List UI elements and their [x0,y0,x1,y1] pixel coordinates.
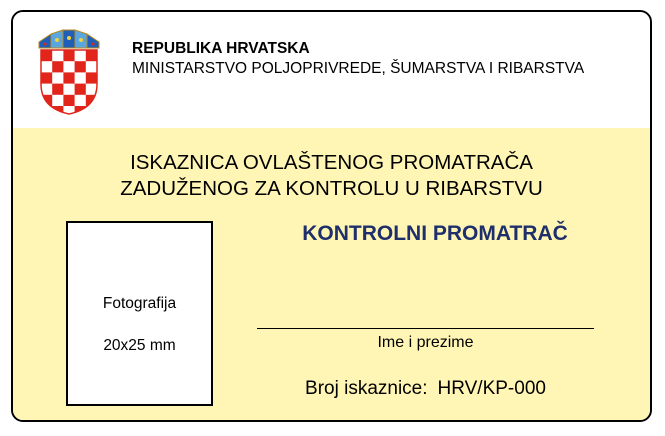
id-number-row [257,378,594,400]
role-title: KONTROLNI PROMATRAČ [302,222,568,245]
issuer-block [132,39,592,79]
name-line [257,328,594,329]
issuer-country: REPUBLIKA HRVATSKA [132,40,310,57]
issuer-ministry: MINISTARSTVO POLJOPRIVREDE, ŠUMARSTVA I RIBARSTVA [132,60,585,77]
croatian-coat-of-arms-icon [35,24,103,116]
card-body [13,128,650,420]
id-number-value: HRV/KP-000 [437,378,546,399]
card-title-line-2: ZADUŽENOG ZA KONTROLU U RIBARSTVU [120,177,543,200]
card-header [13,12,650,128]
card-title [13,150,650,202]
photo-size: 20x25 mm [103,337,176,354]
card-title-line-1: ISKAZNICA OVLAŠTENOG PROMATRAČA [130,151,533,174]
id-number-label: Broj iskaznice: [305,378,428,399]
id-card [11,10,652,422]
name-label: Ime i prezime [377,334,474,351]
photo-label: Fotografija [102,295,177,312]
photo-placeholder [66,221,213,406]
